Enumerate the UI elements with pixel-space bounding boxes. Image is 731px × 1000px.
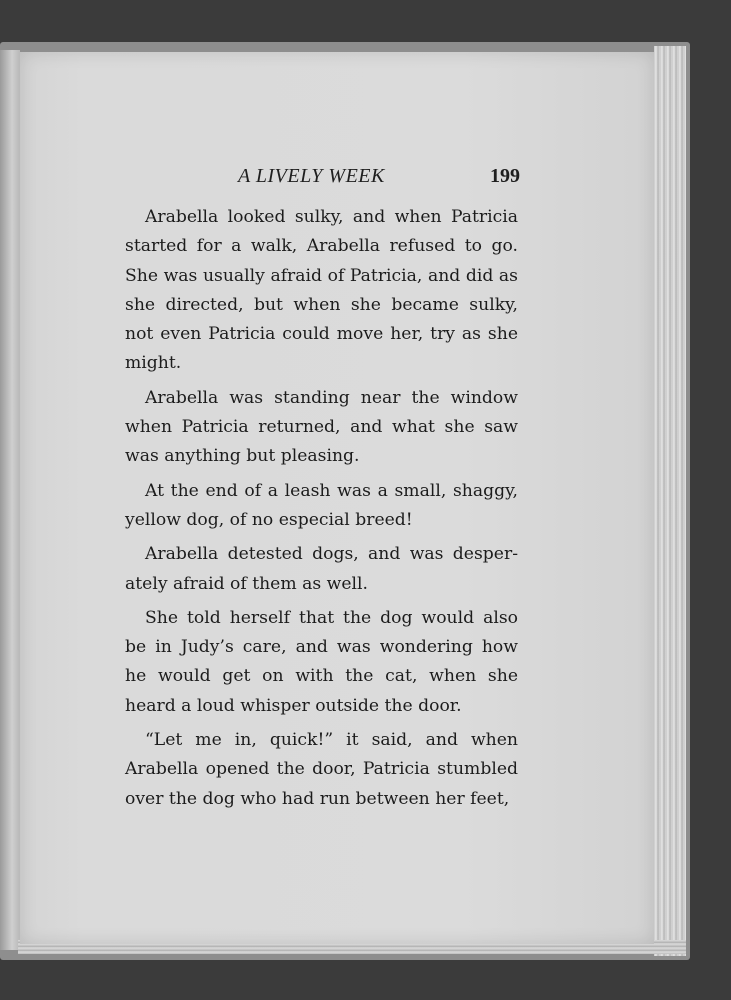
- running-head-title: A LIVELY WEEK: [238, 165, 385, 187]
- paragraph: At the end of a leash was a small, shaggy, yellow dog, of no especial breed!: [125, 480, 518, 530]
- paragraph: “Let me in, quick!” it said, and when Arabella opened the door, Patricia stumbled over the dog who had run between her feet,: [125, 730, 518, 809]
- paragraph: Arabella was standing near the window when Patricia returned, and what she saw was anything but pleasing.: [125, 387, 518, 467]
- page-number: 199: [490, 165, 520, 187]
- body-text: [125, 203, 518, 814]
- running-head: [0, 165, 731, 189]
- paragraph: Arabella looked sulky, and when Patricia started for a walk, Arabella refused to go. She was usually afraid of Patricia, and did as she directed, but when she became sulky, not even Patricia could move her, try as she might.: [125, 207, 518, 374]
- paragraph: She told herself that the dog would also be in Judy’s care, and was wondering how he would get on with the cat, when she heard a loud whisper outside the door.: [125, 607, 518, 716]
- paragraph: Arabella detested dogs, and was desper-ately afraid of them as well.: [125, 544, 518, 594]
